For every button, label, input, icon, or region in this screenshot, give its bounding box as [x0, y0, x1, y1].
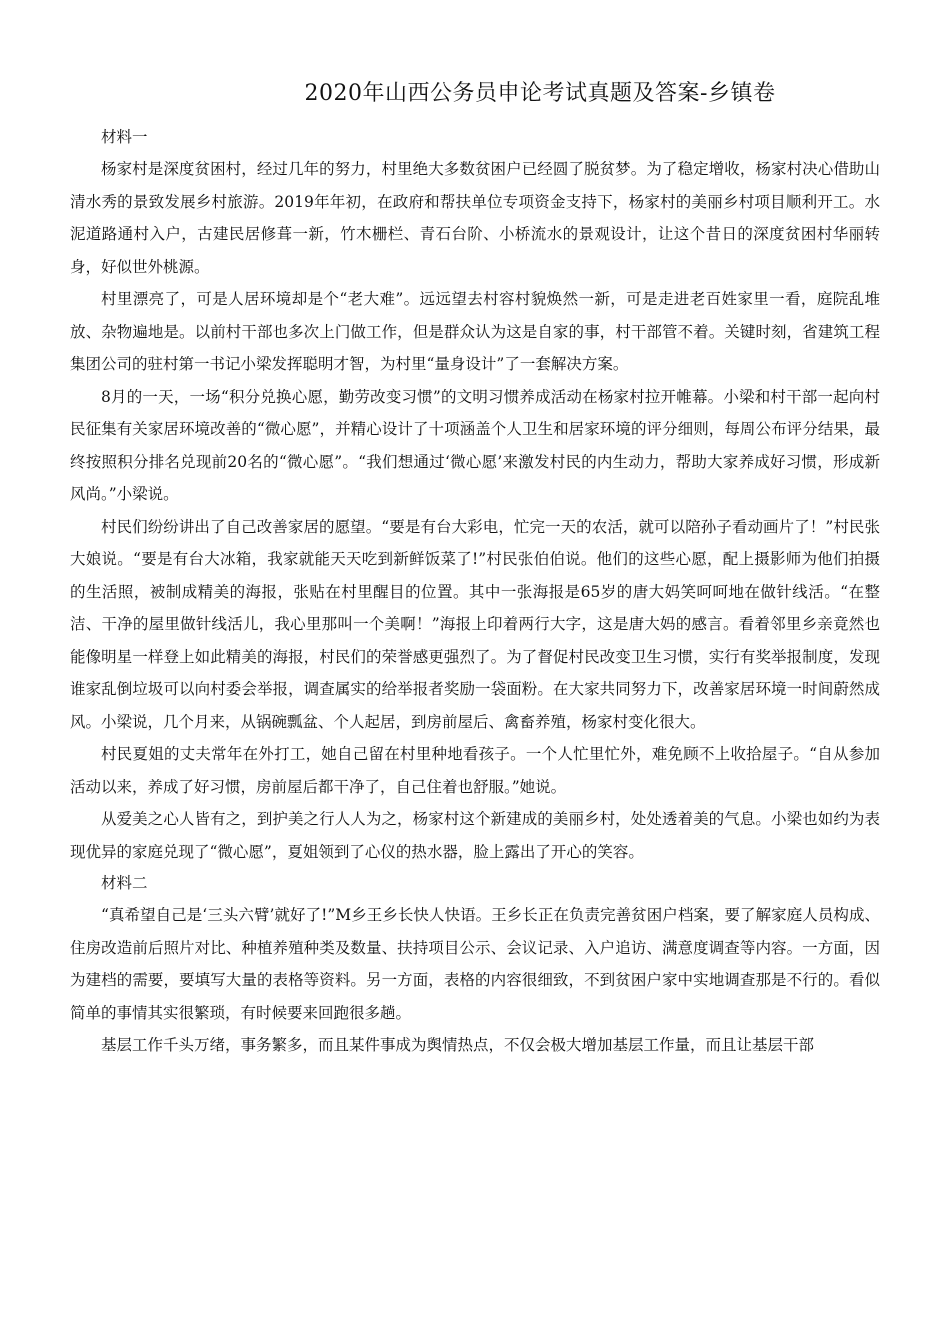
paragraph: 村里漂亮了，可是人居环境却是个“老大难”。远远望去村容村貌焕然一新，可是走进老百姓家里一看，庭院乱堆放、杂物遍地是。以前村干部也多次上门做工作，但是群众认为这是自家的事，村干部管不着。关键时刻，省建筑工程集团公司的驻村第一书记小梁发挥聪明才智，为村里“量身设计”了一套解决方案。: [70, 290, 880, 373]
section-material-2: [70, 868, 880, 1062]
section-material-1: [70, 122, 880, 868]
section-heading: 材料二: [101, 874, 148, 892]
paragraph: 村民们纷纷讲出了自己改善家居的愿望。“要是有台大彩电，忙完一天的农活，就可以陪孙子看动画片了！”村民张大娘说。“要是有台大冰箱，我家就能天天吃到新鲜饭菜了!”村民张伯伯说。他们的这些心愿，配上摄影师为他们拍摄的生活照，被制成精美的海报，张贴在村里醒目的位置。其中一张海报是65岁的唐大妈笑呵呵地在做针线活。“在整洁、干净的屋里做针线活儿，我心里那叫一个美啊！”海报上印着两行大字，这是唐大妈的感言。看着邻里乡亲竟然也能像明星一样登上如此精美的海报，村民们的荣誉感更强烈了。为了督促村民改变卫生习惯，实行有奖举报制度，发现谁家乱倒垃圾可以向村委会举报，调查属实的给举报者奖励一袋面粉。在大家共同努力下，改善家居环境一时间蔚然成风。小梁说，几个月来，从锅碗瓢盆、个人起居，到房前屋后、禽畜养殖，杨家村变化很大。: [70, 517, 880, 731]
paragraph: 基层工作千头万绪，事务繁多，而且某件事成为舆情热点，不仅会极大增加基层工作量，而且让基层干部: [101, 1036, 815, 1054]
paragraph: 村民夏姐的丈夫常年在外打工，她自己留在村里种地看孩子。一个人忙里忙外，难免顾不上收拾屋子。“自从参加活动以来，养成了好习惯，房前屋后都干净了，自己住着也舒服。”她说。: [70, 745, 880, 796]
document-title: 2020年山西公务员申论考试真题及答案-乡镇卷: [304, 81, 776, 106]
paragraph: “真希望自己是‘三头六臂’就好了!”M乡王乡长快人快语。王乡长正在负责完善贫困户档案，要了解家庭人员构成、住房改造前后照片对比、种植养殖种类及数量、扶持项目公示、会议记录、入户追访、满意度调查等内容。一方面，因为建档的需要，要填写大量的表格等资料。另一方面，表格的内容很细致，不到贫困户家中实地调查那是不行的。看似简单的事情其实很繁琐，有时候要来回跑很多趟。: [70, 906, 880, 1022]
paragraph: 8月的一天，一场“积分兑换心愿，勤劳改变习惯”的文明习惯养成活动在杨家村拉开帷幕。小梁和村干部一起向村民征集有关家居环境改善的“微心愿”，并精心设计了十项涵盖个人卫生和居家环境的评分细则，每周公布评分结果，最终按照积分排名兑现前20名的“微心愿”。“我们想通过‘微心愿’来激发村民的内生动力，帮助大家养成好习惯，形成新风尚。”小梁说。: [70, 387, 880, 503]
section-heading: 材料一: [101, 128, 148, 146]
paragraph: 杨家村是深度贫困村，经过几年的努力，村里绝大多数贫困户已经圆了脱贫梦。为了稳定增收，杨家村决心借助山清水秀的景致发展乡村旅游。2019年年初，在政府和帮扶单位专项资金支持下，杨家村的美丽乡村项目顺利开工。水泥道路通村入户，古建民居修葺一新，竹木栅栏、青石台阶、小桥流水的景观设计，让这个昔日的深度贫困村华丽转身，好似世外桃源。: [70, 160, 880, 276]
paragraph: 从爱美之心人皆有之，到护美之行人人为之，杨家村这个新建成的美丽乡村，处处透着美的气息。小梁也如约为表现优异的家庭兑现了“微心愿”，夏姐领到了心仪的热水器，脸上露出了开心的笑容。: [70, 810, 880, 861]
